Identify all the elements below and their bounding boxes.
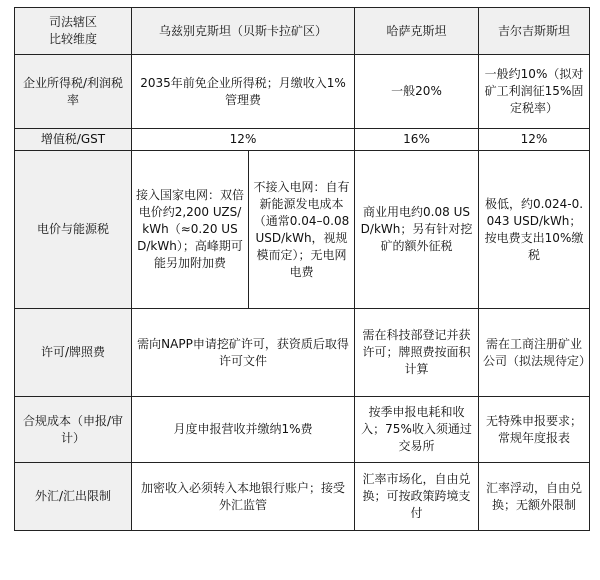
row-label-income-tax: 企业所得税/利润税率 (15, 55, 132, 129)
cell-kg-vat: 12% (479, 129, 590, 151)
cell-uz-vat: 12% (132, 129, 355, 151)
header-kazakhstan: 哈萨克斯坦 (355, 8, 479, 55)
jurisdiction-comparison-table (14, 7, 590, 531)
cell-kg-electricity: 极低，约0.024-0.043 USD/kWh；按电费支出10%缴税 (479, 151, 590, 309)
row-label-forex: 外汇/汇出限制 (15, 463, 132, 531)
cell-uz-electricity-offgrid: 不接入电网：自有新能源发电成本（通常0.04–0.08 USD/kWh，视规模而定）；无电网电费 (249, 151, 355, 309)
table-row (15, 397, 590, 463)
cell-kz-income-tax: 一般20% (355, 55, 479, 129)
cell-uz-electricity-grid: 接入国家电网：双倍电价约2,200 UZS/kWh（≈0.20 USD/kWh）；高峰期可能另加附加费 (132, 151, 249, 309)
header-kyrgyzstan: 吉尔吉斯斯坦 (479, 8, 590, 55)
row-label-license: 许可/牌照费 (15, 309, 132, 397)
cell-uz-license: 需向NAPP申请挖矿许可，获资质后取得许可文件 (132, 309, 355, 397)
row-label-electricity: 电价与能源税 (15, 151, 132, 309)
cell-uz-income-tax: 2035年前免企业所得税；月缴收入1%管理费 (132, 55, 355, 129)
cell-uz-compliance: 月度申报营收并缴纳1%费 (132, 397, 355, 463)
table-row (15, 309, 590, 397)
cell-kz-vat: 16% (355, 129, 479, 151)
header-dimension: 司法辖区 比较维度 (15, 8, 132, 55)
cell-kg-license: 需在工商注册矿业公司（拟法规待定） (479, 309, 590, 397)
row-label-vat: 增值税/GST (15, 129, 132, 151)
table-row (15, 151, 590, 309)
header-uzbekistan: 乌兹别克斯坦（贝斯卡拉矿区） (132, 8, 355, 55)
table-row (15, 55, 590, 129)
cell-kg-compliance: 无特殊申报要求；常规年度报表 (479, 397, 590, 463)
table-row (15, 463, 590, 531)
row-label-compliance: 合规成本（申报/审计） (15, 397, 132, 463)
cell-kz-electricity: 商业用电约0.08 USD/kWh；另有针对挖矿的额外征税 (355, 151, 479, 309)
cell-uz-forex: 加密收入必须转入本地银行账户；接受外汇监管 (132, 463, 355, 531)
cell-kz-license: 需在科技部登记并获许可；牌照费按面积计算 (355, 309, 479, 397)
cell-kz-forex: 汇率市场化，自由兑换；可按政策跨境支付 (355, 463, 479, 531)
cell-kg-income-tax: 一般约10%（拟对矿工利润征15%固定税率） (479, 55, 590, 129)
cell-kg-forex: 汇率浮动，自由兑换；无额外限制 (479, 463, 590, 531)
table-header-row (15, 8, 590, 55)
table-row (15, 129, 590, 151)
cell-kz-compliance: 按季申报电耗和收入；75%收入须通过交易所 (355, 397, 479, 463)
